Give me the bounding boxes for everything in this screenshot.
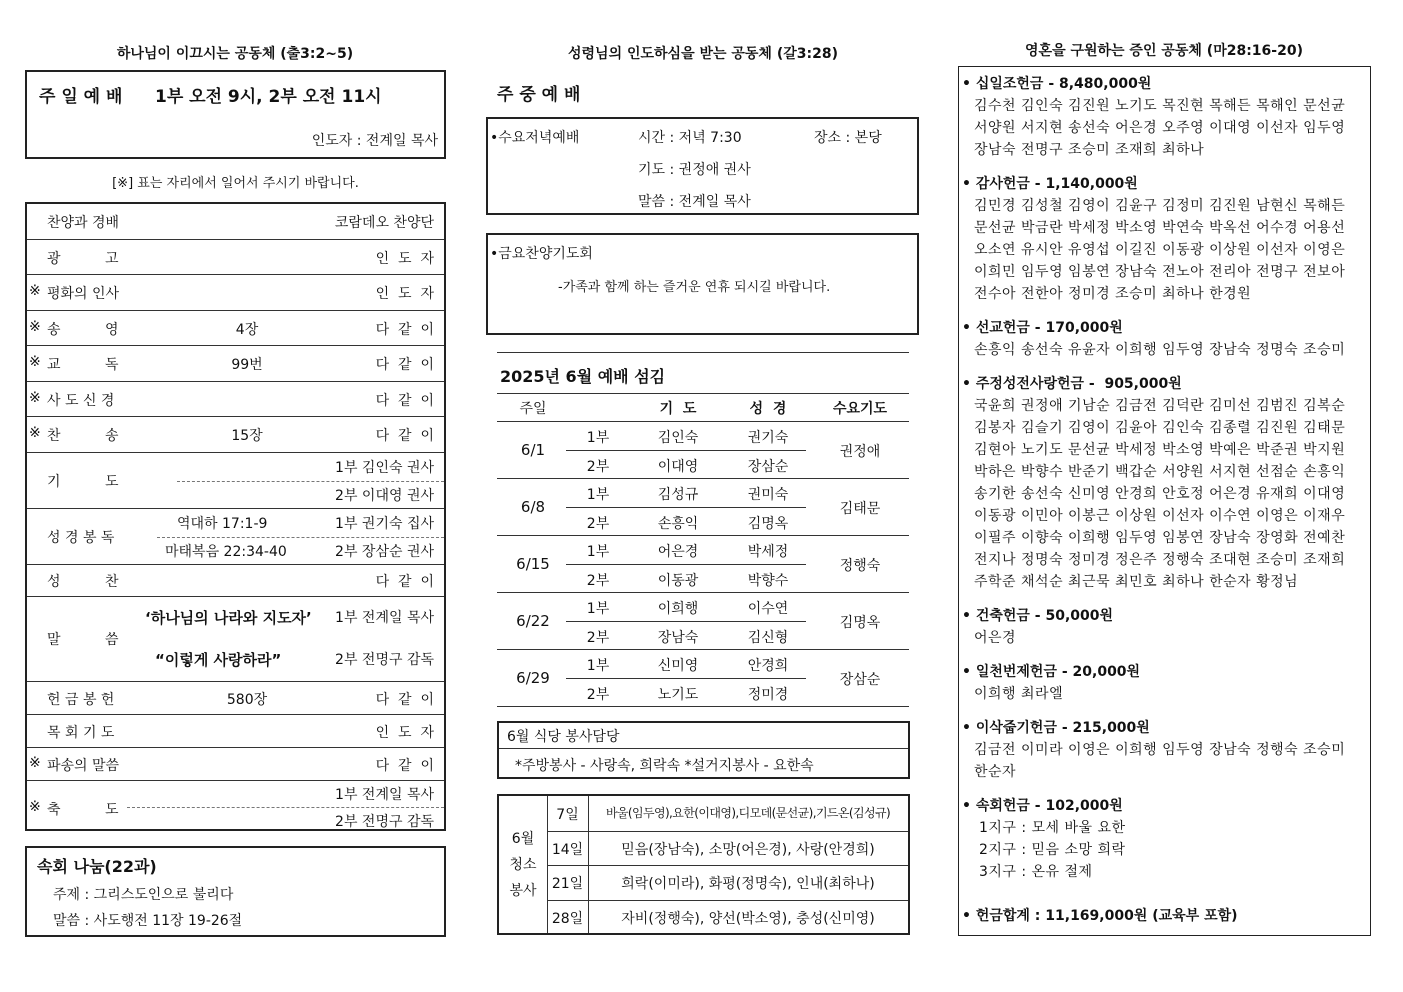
- june-bible: 이수연: [747, 601, 789, 617]
- june-row-line: [497, 706, 909, 707]
- order-row: [27, 715, 444, 748]
- offering-names: 어은경: [974, 630, 1017, 646]
- cleaning-row-line: [547, 900, 908, 901]
- offering-names: 전지나 정명숙 정미경 정은주 정행숙 조대현 조승미 조재희: [974, 552, 1346, 568]
- order-name: 기 도: [47, 473, 119, 490]
- june-inner-line: [566, 450, 806, 451]
- service-leader: 인도자 : 전계일 목사: [311, 133, 438, 149]
- offering-names: 주학준 채석순 최근묵 최민호 최하나 한순자 황정님: [974, 574, 1299, 590]
- june-row-line: [497, 535, 909, 536]
- order-name: 성 찬: [47, 573, 119, 590]
- order-row: [27, 346, 444, 382]
- june-part: 2부: [586, 686, 610, 703]
- order-row: [27, 382, 444, 418]
- order-name: 찬양과 경배: [47, 215, 120, 231]
- june-part: 1부: [586, 544, 610, 560]
- june-prayer: 이대영: [657, 458, 699, 475]
- order-row-prayer: [27, 453, 444, 509]
- june-header-line: [497, 421, 909, 422]
- order-right: 1부 전계일 목사: [335, 786, 434, 803]
- june-wed-prayer: 권정애: [839, 444, 881, 460]
- order-row: [27, 417, 444, 453]
- june-bible: 박향수: [747, 572, 789, 589]
- cleaning-text: 희락(이미라), 화평(정명숙), 인내(최하나): [621, 876, 875, 892]
- order-mark: ※: [29, 354, 41, 370]
- june-part: 1부: [586, 658, 610, 674]
- order-right: 다 같 이: [375, 428, 434, 444]
- cleaning-row-line: [547, 831, 908, 832]
- offering-names: 김봉자 김슬기 김영이 김윤아 김인숙 김종렬 김진원 김태문: [974, 420, 1346, 436]
- offerings-box: [958, 66, 1371, 936]
- june-header: 수요기도: [832, 401, 888, 417]
- offering-names: 1지구 : 모세 바울 요한: [974, 820, 1126, 836]
- june-wed-prayer: 정행숙: [839, 558, 881, 574]
- june-part: 1부: [586, 601, 610, 617]
- offering-names: 한순자: [974, 764, 1017, 780]
- offering-total: • 헌금합계 : 11,169,000원 (교육부 포함): [962, 908, 1238, 924]
- order-mid: 4장: [235, 321, 259, 338]
- june-part: 2부: [586, 629, 610, 646]
- order-right: 2부 전명구 감독: [335, 813, 434, 830]
- order-name: 헌 금 봉 헌: [47, 691, 115, 708]
- offering-block: [962, 73, 1366, 161]
- june-bible: 김명옥: [747, 515, 789, 532]
- june-row-line: [497, 592, 909, 593]
- june-part: 1부: [586, 430, 610, 446]
- offering-names: 김민경 김성철 김영이 김윤구 김정미 김진원 남현신 목해든: [974, 198, 1346, 214]
- column3-title: 영혼을 구원하는 증인 공동체 (마28:16-20): [1025, 43, 1303, 59]
- june-prayer: 어은경: [657, 544, 699, 560]
- midweek-heading: 주 중 예 배: [497, 85, 581, 105]
- offering-names: 김현아 노기도 문선균 박세정 박소영 박예은 박준권 박지원: [974, 442, 1346, 458]
- june-bible: 김신형: [747, 629, 789, 646]
- offering-title: • 속회헌금 - 102,000원: [962, 798, 1123, 814]
- cleaning-text: 자비(정행숙), 양선(박소영), 충성(신미영): [621, 910, 875, 927]
- order-name: 찬 송: [47, 428, 119, 444]
- order-right: 다 같 이: [375, 321, 434, 338]
- order-row: [27, 565, 444, 597]
- order-mid: 580장: [226, 691, 268, 708]
- june-wed-prayer: 장삼순: [839, 672, 881, 688]
- june-prayer: 장남숙: [657, 629, 699, 646]
- june-bible: 권미숙: [747, 487, 789, 503]
- offering-names: 국윤희 권정애 기남순 김금전 김덕란 김미선 김범진 김복순: [974, 398, 1346, 414]
- offering-names: 손흥익 송선숙 유윤자 이희행 임두영 장남숙 정명숙 조승미: [974, 342, 1346, 358]
- offering-names: 문선균 박금란 박세정 박소영 박연숙 박옥선 어수경 어용선: [974, 220, 1346, 236]
- offering-block: [962, 317, 1366, 361]
- offering-names: 전수아 전한아 정미경 조승미 최하나 한경원: [974, 286, 1252, 302]
- wednesday-label: •수요저녁예배: [490, 130, 580, 146]
- order-mid: 15장: [231, 428, 263, 444]
- order-of-worship: [25, 202, 446, 831]
- standing-note: [※] 표는 자리에서 일어서 주시기 바랍니다.: [112, 176, 359, 191]
- order-row-sermon: [27, 597, 444, 682]
- june-header: 기 도: [659, 401, 697, 417]
- offering-names: 김수천 김인숙 김진원 노기도 목진현 목해든 목해인 문선균: [974, 98, 1346, 114]
- offering-block: [962, 661, 1366, 705]
- order-row: [27, 311, 444, 347]
- friday-text: -가족과 함께 하는 즐거운 연휴 되시길 바랍니다.: [558, 280, 831, 295]
- order-row: [27, 275, 444, 311]
- june-part: 2부: [586, 572, 610, 589]
- june-schedule-heading: 2025년 6월 예배 섬김: [500, 367, 666, 386]
- order-name: 송 영: [47, 321, 119, 338]
- kitchen-duty-box: [497, 721, 910, 779]
- kitchen-duty-title: 6월 식당 봉사담당: [507, 729, 620, 745]
- june-prayer: 김인숙: [657, 430, 699, 446]
- june-date: 6/8: [520, 498, 546, 516]
- offering-names: 서양원 서지현 송선숙 어은경 오주영 이대영 이선자 임두영: [974, 120, 1346, 136]
- june-prayer: 신미영: [657, 658, 699, 674]
- sermon-title-2: “이렇게 사랑하라”: [155, 650, 282, 669]
- offering-names: 이희민 임두영 임봉연 장남숙 전노아 전리아 전명구 전보아: [974, 264, 1346, 280]
- order-mark: ※: [29, 389, 41, 406]
- offering-names: 3지구 : 온유 절제: [974, 864, 1093, 880]
- june-bible: 박세정: [747, 544, 789, 560]
- june-date: 6/22: [516, 612, 550, 630]
- offering-title: • 주정성전사랑헌금 - 905,000원: [962, 376, 1182, 392]
- cleaning-day: 28일: [551, 910, 584, 927]
- column2-title: 성령님의 인도하심을 받는 공동체 (갈3:28): [568, 46, 838, 62]
- june-prayer: 이희행: [657, 601, 699, 617]
- order-row: [27, 240, 444, 276]
- june-part: 2부: [586, 458, 610, 475]
- order-right: 1부 전계일 목사: [335, 609, 434, 626]
- cleaning-day: 21일: [551, 876, 584, 892]
- offering-block: [962, 373, 1366, 593]
- wednesday-prayer: 기도 : 권정애 권사: [638, 162, 751, 178]
- wednesday-time: 시간 : 저녁 7:30: [638, 130, 742, 146]
- order-right: 다 같 이: [375, 757, 434, 774]
- order-mark: ※: [29, 283, 41, 299]
- sunday-service-heading: 주 일 예 배: [39, 87, 123, 107]
- cell-group-theme: 주제 : 그리스도인으로 불리다: [53, 887, 234, 903]
- order-right: 다 같 이: [375, 691, 434, 708]
- order-right: 1부 권기숙 집사: [335, 515, 434, 532]
- offering-names: 오소연 유시안 유영섭 이길진 이동광 이상원 이선자 이영은: [974, 242, 1346, 258]
- offering-title: • 선교헌금 - 170,000원: [962, 320, 1123, 336]
- cleaning-day: 7일: [556, 807, 579, 823]
- cleaning-label-month: 6월: [511, 831, 535, 847]
- june-inner-line: [566, 507, 806, 508]
- order-name: 축 도: [47, 801, 119, 818]
- order-right: 코람데오 찬양단: [334, 215, 434, 231]
- offering-title: • 이삭줍기헌금 - 215,000원: [962, 720, 1150, 736]
- june-date: 6/1: [520, 441, 546, 459]
- order-name: 광 고: [47, 250, 119, 267]
- offering-names: 박하은 박향수 반준기 백갑순 서양원 서지현 선점순 손흥익: [974, 464, 1346, 480]
- june-row-line: [497, 478, 909, 479]
- sunday-service-box: [25, 70, 446, 159]
- cleaning-label: [499, 826, 547, 904]
- order-row-blessing: [27, 781, 444, 832]
- divider: [157, 537, 444, 538]
- offering-title: • 십일조헌금 - 8,480,000원: [962, 76, 1152, 92]
- column1-title: 하나님이 이끄시는 공동체 (출3:2~5): [116, 46, 354, 62]
- offering-names: 장남숙 전명구 조승미 조재희 최하나: [974, 142, 1205, 158]
- june-bible: 권기숙: [747, 430, 789, 446]
- order-right: 인 도 자: [375, 286, 434, 302]
- order-row: [27, 204, 444, 240]
- offering-names: 송기한 송선숙 신미영 안경희 안호정 어은경 유재희 이대영: [974, 486, 1346, 502]
- order-right: 1부 김인숙 권사: [335, 459, 434, 476]
- june-inner-line: [566, 564, 806, 565]
- offering-names: 이필주 이향숙 이희행 임두영 임봉연 장남숙 장영화 전예찬: [974, 530, 1346, 546]
- june-date: 6/29: [516, 669, 550, 687]
- cleaning-text: 바울(임두영),요한(이대영),디모데(문선균),기드온(김성규): [605, 806, 891, 820]
- offering-title: • 감사헌금 - 1,140,000원: [962, 176, 1138, 192]
- offering-title: • 건축헌금 - 50,000원: [962, 608, 1114, 624]
- wednesday-place: 장소 : 본당: [814, 130, 882, 146]
- divider: [177, 481, 444, 482]
- cleaning-day: 14일: [551, 841, 584, 858]
- offering-block: [962, 795, 1366, 883]
- june-prayer: 손흥익: [657, 515, 699, 532]
- order-row: [27, 682, 444, 715]
- cleaning-text: 믿음(장남숙), 소망(어은경), 사랑(안경희): [621, 841, 875, 858]
- june-date: 6/15: [516, 555, 550, 573]
- june-bible: 정미경: [747, 686, 789, 703]
- order-mark: ※: [29, 754, 41, 771]
- offering-names: 2지구 : 믿음 소망 희락: [974, 842, 1126, 858]
- order-mid: 99번: [231, 357, 263, 373]
- cleaning-duty-box: [497, 794, 910, 935]
- order-name: 평화의 인사: [47, 286, 120, 302]
- june-bible: 안경희: [747, 658, 789, 674]
- order-right: 인 도 자: [375, 250, 434, 267]
- kitchen-duty-text: *주방봉사 - 사랑속, 희락속 *설거지봉사 - 요한속: [515, 758, 814, 774]
- cleaning-label-clean: 청소: [509, 857, 537, 873]
- offering-names: 이동광 이민아 이봉근 이상원 이선자 이수연 이영은 이재우: [974, 508, 1346, 524]
- friday-service-box: [486, 233, 919, 335]
- wednesday-service-box: [486, 117, 919, 215]
- order-mid: 역대하 17:1-9: [177, 515, 268, 532]
- cleaning-label-service: 봉사: [509, 883, 537, 899]
- order-name: 성 경 봉 독: [47, 529, 115, 546]
- cell-group-word: 말씀 : 사도행전 11장 19-26절: [53, 913, 243, 929]
- offering-names: 김금전 이미라 이영은 이희행 임두영 장남숙 정행숙 조승미: [974, 742, 1346, 758]
- order-right: 2부 이대영 권사: [335, 487, 434, 504]
- cleaning-row-line: [547, 865, 908, 866]
- june-inner-line: [566, 621, 806, 622]
- order-row: [27, 748, 444, 781]
- order-name: 교 독: [47, 357, 119, 373]
- divider: [127, 807, 444, 808]
- order-mark: ※: [29, 798, 41, 815]
- order-right: 2부 장삼순 권사: [335, 543, 434, 560]
- june-header: 성 경: [749, 401, 787, 417]
- order-name: 말 씀: [47, 631, 119, 648]
- june-prayer: 김성규: [657, 487, 699, 503]
- june-row-line: [497, 649, 909, 650]
- order-right: 다 같 이: [375, 573, 434, 590]
- june-prayer: 노기도: [657, 686, 699, 703]
- june-header: 주일: [519, 401, 547, 417]
- june-wed-prayer: 김태문: [839, 501, 881, 517]
- order-name: 목 회 기 도: [47, 724, 115, 741]
- offering-names: 이희행 최라엘: [974, 686, 1064, 702]
- order-right: 다 같 이: [375, 392, 434, 409]
- order-right: 다 같 이: [375, 357, 434, 373]
- june-bible: 장삼순: [747, 458, 789, 475]
- june-prayer: 이동광: [657, 572, 699, 589]
- sunday-service-times: 1부 오전 9시, 2부 오전 11시: [155, 87, 382, 107]
- order-name: 파송의 말씀: [47, 757, 120, 774]
- june-part: 1부: [586, 487, 610, 503]
- order-mark: ※: [29, 425, 41, 441]
- cell-group-heading: 속회 나눔(22과): [37, 857, 157, 876]
- order-mark: ※: [29, 318, 41, 335]
- offering-block: [962, 173, 1366, 305]
- order-name: 사 도 신 경: [47, 392, 115, 409]
- offering-block: [962, 605, 1366, 649]
- cell-group-box: [25, 846, 446, 937]
- offering-title: • 일천번제헌금 - 20,000원: [962, 664, 1141, 680]
- order-row-scripture: [27, 509, 444, 565]
- friday-label: •금요찬양기도회: [490, 246, 593, 262]
- offering-block: [962, 717, 1366, 783]
- order-right: 2부 전명구 감독: [335, 651, 434, 668]
- order-right: 인 도 자: [375, 724, 434, 741]
- june-wed-prayer: 김명옥: [839, 615, 881, 631]
- june-inner-line: [566, 678, 806, 679]
- june-part: 2부: [586, 515, 610, 532]
- wednesday-word: 말씀 : 전계일 목사: [638, 194, 751, 210]
- order-mid: 마태복음 22:34-40: [165, 543, 287, 560]
- sermon-title-1: ‘하나님의 나라와 지도자’: [145, 608, 312, 627]
